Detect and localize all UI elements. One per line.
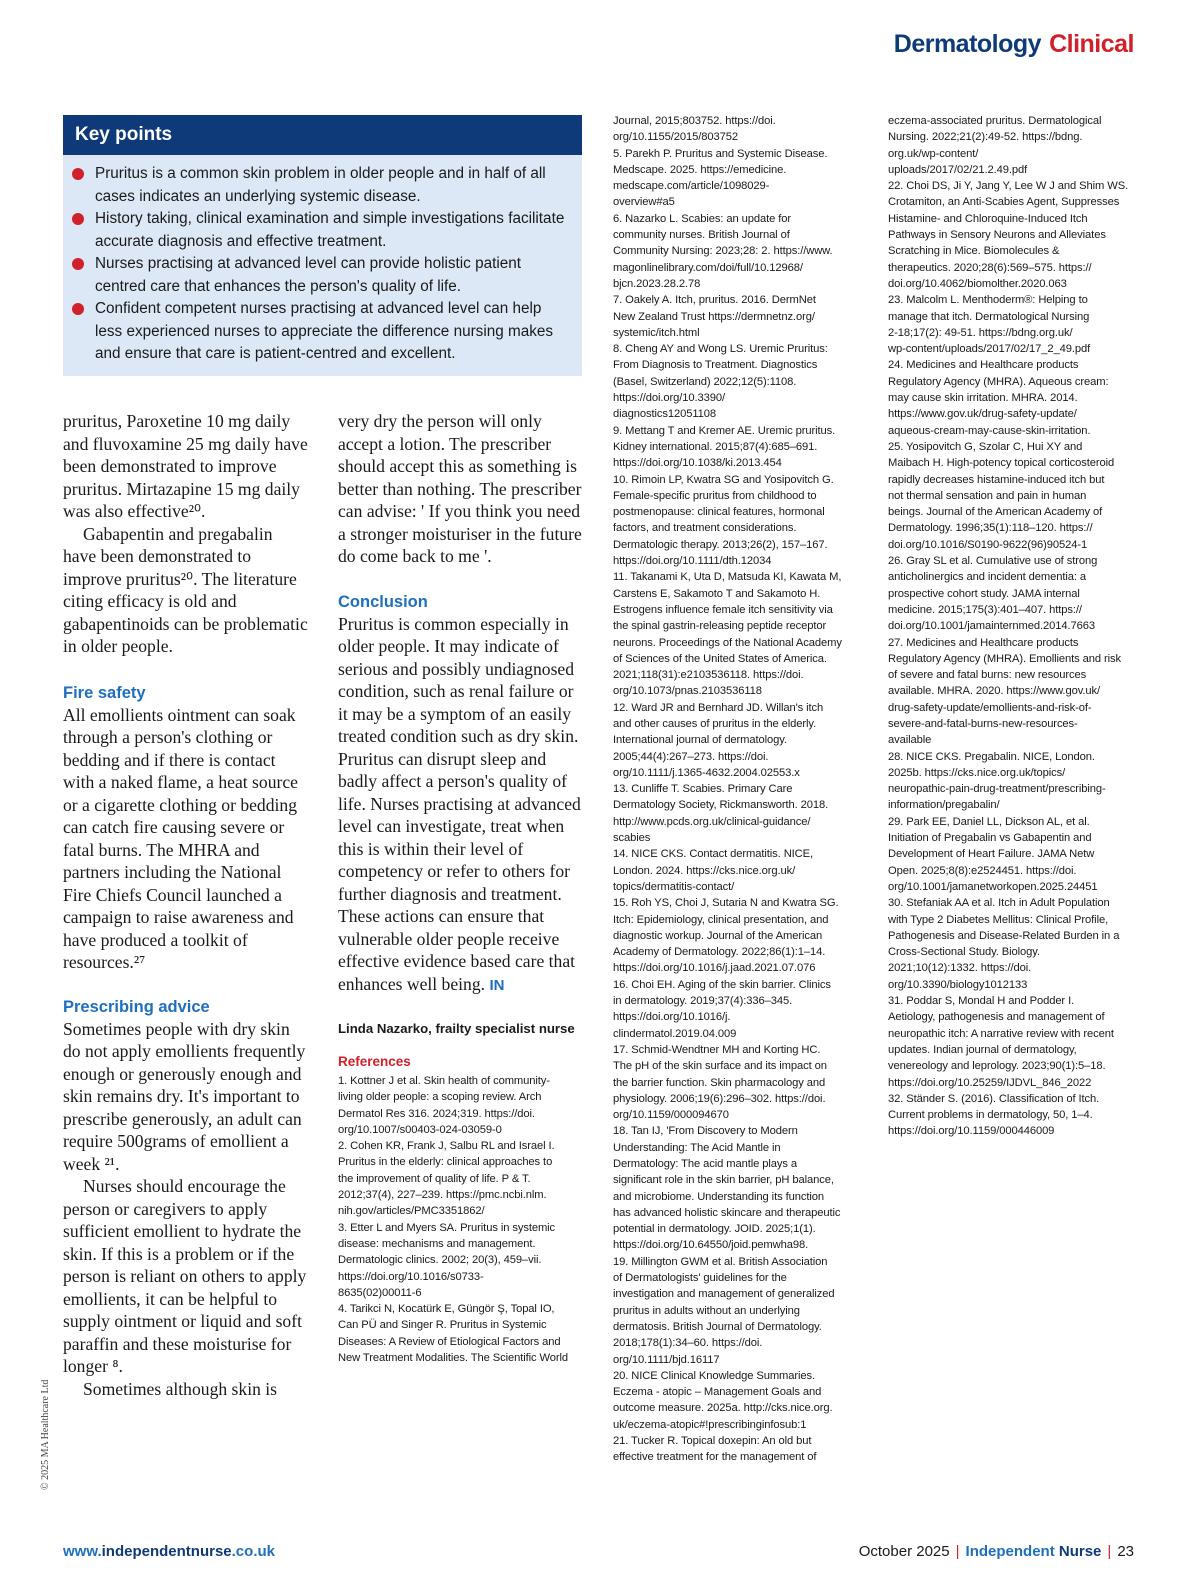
key-point-item: Nurses practising at advanced level can provide holistic patient centred care that enhances the person's quality of life. [95, 253, 572, 298]
paragraph: Sometimes although skin is [83, 1378, 278, 1399]
key-point-item: Pruritus is a common skin problem in older people and in half of all cases indicates an underlying systemic disease. [95, 163, 572, 208]
publication-name-2: Nurse [1058, 1543, 1102, 1560]
body-column-1 [63, 410, 309, 1400]
key-point-item: History taking, clinical examination and simple investigations facilitate accurate diagnosis and effective treatment. [95, 208, 572, 253]
key-points-list [63, 155, 582, 366]
key-point-item: Confident competent nurses practising at advanced level can help less experienced nurses to appreciate the difference nursing makes and ensure that care is patient-centred and excellent. [95, 298, 572, 366]
key-points-box [63, 115, 582, 376]
footer-website-link[interactable]: www.independentnurse.co.uk [63, 1543, 275, 1560]
bullet-icon [72, 303, 84, 315]
references-list-part-3 [888, 113, 1140, 1140]
paragraph: Nurses should encourage the person or caregivers to apply sufficient emollient to hydrate the skin. If this is a problem or if the person is reliant on others to apply emollients, it can be helpful to supply ointment or liquid and soft paraffin and these moisturise for longer ⁸. [63, 1176, 307, 1376]
paragraph: Pruritus is common especially in older people. It may indicate of serious and possibly undiagnosed condition, such as renal failure or it may be a symptom of an easily treated condition such as dry skin. Pruritus can disrupt sleep and badly affect a person's quality of life. Nurses practising at advanced level can investigate, treat when this is within their level of competency or refer to others for further diagnosis and treatment. These actions can ensure that vulnerable older people receive effective evidence based care that enhances well being. IN [338, 613, 581, 994]
issue-date: October 2025 [858, 1543, 950, 1560]
references-heading: References [338, 1054, 411, 1069]
footer-separator: | [1107, 1543, 1112, 1560]
body-column-2 [338, 410, 584, 1366]
page-number: 23 [1117, 1543, 1134, 1560]
reference-block: 1. Kottner J et al. Skin health of community- living older people: a scoping review. Arch Dermatol Res 316. 2024;319. https://doi. org/10.1007/s00403-024-03059-0 2. Cohen KR, Frank J, Salbu RL and Israel I. Pruritus in the elderly: clinical approaches to the improvement of quality of life. P & T. 2012;37(4), 227–239. https://pmc.ncbi.nlm. nih.gov/articles/PMC3351862/ 3. Etter L and Myers SA. Pruritus in systemic disease: mechanisms and management. Dermatologic clinics. 2002; 20(3), 459–vii. https://doi.org/10.1016/s0733- 8635(02)00011-6 4. Tarikci N, Kocatürk E, Güngör Ş, Topal IO, Can PÜ and Singer R. Pruritus in Systemic Diseases: A Review of Etiological Factors and New Treatment Modalities. The Scientific World [338, 1075, 569, 1365]
key-points-title: Key points [63, 115, 582, 155]
section-masthead [894, 30, 1134, 59]
paragraph: pruritus, Paroxetine 10 mg daily and fluvoxamine 25 mg daily have been demonstrated to improve pruritus. Mirtazapine 15 mg daily was also effective²⁰. [63, 411, 308, 521]
paragraph: Sometimes people with dry skin do not apply emollients frequently enough or generously enough and skin remains dry. It's important to prescribe generously, an adult can require 500grams of emollient a week ²¹. [63, 1018, 306, 1174]
paragraph: All emollients ointment can soak through a person's clothing or bedding and if there is contact with a naked flame, a heat source or a cigarette clothing or bedding can catch fire causing severe or fatal burns. The MHRA and partners including the National Fire Chiefs Council launched a campaign to raise awareness and have produced a toolkit of resources.²⁷ [63, 704, 298, 972]
copyright-notice: © 2025 MA Healthcare Ltd [40, 1379, 51, 1490]
reference-block: Journal, 2015;803752. https://doi. org/10.1155/2015/803752 5. Parekh P. Pruritus and Systemic Disease. Medscape. 2025. https://emedicine. medscape.com/article/1098029- overview#a5 6. Nazarko L. Scabies: an update for community nurses. British Journal of Community Nursing: 2023;28: 2. https://www. magonlinelibrary.com/doi/full/10.12968/ bjcn.2023.28.2.78 7. Oakely A. Itch, pruritus. 2016. DermNet New Zealand Trust https://dermnetnz.org/ systemic/itch.html 8. Cheng AY and Wong LS. Uremic Pruritus: From Diagnosis to Treatment. Diagnostics (Basel, Switzerland) 2022;12(5):1108. https://doi.org/10.3390/ diagnostics12051108 9. Mettang T and Kremer AE. Uremic pruritus. Kidney international. 2015;87(4):685–691. https://doi.org/10.1038/ki.2013.454 10. Rimoin LP, Kwatra SG and Yosipovitch G. Female-specific pruritus from childhood to postmenopause: clinical features, hormonal factors, and treatment considerations. Dermatologic therapy. 2013;26(2), 157–167. https://doi.org/10.1111/dth.12034 11. Takanami K, Uta D, Matsuda KI, Kawata M, Carstens E, Sakamoto T and Sakamoto H. Estrogens influence female itch sensitivity via the spinal gastrin-releasing peptide receptor neurons. Proceedings of the National Academy of Sciences of the United States of America. 2021;118(31):e2103536118. https://doi. org/10.1073/pnas.2103536118 12. Ward JR and Bernhard JD. Willan's itch and other causes of pruritus in the elderly. International journal of dermatology. 2005;44(4):267–273. https://doi. org/10.1111/j.1365-4632.2004.02553.x 13. Cunliffe T. Scabies. Primary Care Dermatology Society, Rickmansworth. 2018. http://www.pcds.org.uk/clinical-guidance/ scabies 14. NICE CKS. Contact dermatitis. NICE, London. 2024. https://cks.nice.org.uk/ topics/dermatitis-contact/ 15. Roh YS, Choi J, Sutaria N and Kwatra SG. Itch: Epidemiology, clinical presentation, and diagnostic workup. Journal of the American Academy of Dermatology. 2022;86(1):1–14. https://doi.org/10.1016/j.jaad.2021.07.076 16. Choi EH. Aging of the skin barrier. Clinics in dermatology. 2019;37(4):336–345. https://doi.org/10.1016/j. clindermatol.2019.04.009 17. Schmid-Wendtner MH and Korting HC. The pH of the skin surface and its impact on the barrier function. Skin pharmacology and physiology. 2006;19(6):296–302. https://doi. org/10.1159/000094670 18. Tan IJ, 'From Discovery to Modern Understanding: The Acid Mantle in Dermatology: The acid mantle plays a significant role in the skin barrier, pH balance, and microbiome. Understanding its function has advanced holistic skincare and therapeutic potential in dermatology. JOID. 2025;1(1). https://doi.org/10.64550/joid.pemwha98. 19. Millington GWM et al. British Association of Dermatologists' guidelines for the investigation and management of generalized pruritus in adults without an underlying dermatosis. British Journal of Dermatology. 2018;178(1):34–60. https://doi. org/10.1111/bjd.16117 20. NICE Clinical Knowledge Summaries. Eczema - atopic – Management Goals and outcome measure. 2025a. http://cks.nice.org. uk/eczema-atopic#!prescribinginfosub:1 21. Tucker R. Topical doxepin: An old but effective treatment for the management of [613, 115, 842, 1464]
publication-name: Independent [965, 1543, 1055, 1560]
heading-fire-safety: Fire safety [63, 683, 146, 702]
references-list-part-1 [338, 1073, 584, 1366]
heading-prescribing-advice: Prescribing advice [63, 997, 210, 1016]
reference-block: eczema-associated pruritus. Dermatological Nursing. 2022;21(2):49-52. https://bdng. org.uk/wp-content/ uploads/2017/02/21.2.49.pdf 22. Choi DS, Ji Y, Jang Y, Lee W J and Shim WS. Crotamiton, an Anti-Scabies Agent, Suppresses Histamine- and Chloroquine-Induced Itch Pathways in Sensory Neurons and Alleviates Scratching in Mice. Biomolecules & therapeutics. 2020;28(6):569–575. https:// doi.org/10.4062/biomolther.2020.063 23. Malcolm L. Menthoderm®: Helping to manage that itch. Dermatological Nursing 2-18;17(2): 49-51. https://bdng.org.uk/ wp-content/uploads/2017/02/17_2_49.pdf 24. Medicines and Healthcare products Regulatory Agency (MHRA). Aqueous cream: may cause skin irritation. MHRA. 2014. https://www.gov.uk/drug-safety-update/ aqueous-cream-may-cause-skin-irritation. 25. Yosipovitch G, Szolar C, Hui XY and Maibach H. High-potency topical corticosteroid rapidly decreases histamine-induced itch but not thermal sensation and pain in human beings. Journal of the American Academy of Dermatology. 1996;35(1):118–120. https:// doi.org/10.1016/S0190-9622(96)90524-1 26. Gray SL et al. Cumulative use of strong anticholinergics and incident dementia: a prospective cohort study. JAMA internal medicine. 2015;175(3):401–407. https:// doi.org/10.1001/jamainternmed.2014.7663 27. Medicines and Healthcare products Regulatory Agency (MHRA). Emollients and risk of severe and fatal burns: new resources available. MHRA. 2020. https://www.gov.uk/ drug-safety-update/emollients-and-risk-of- severe-and-fatal-burns-new-resources- available 28. NICE CKS. Pregabalin. NICE, London. 2025b. https://cks.nice.org.uk/topics/ neuropathic-pain-drug-treatment/prescribing- information/pregabalin/ 29. Park EE, Daniel LL, Dickson AL, et al. Initiation of Pregabalin vs Gabapentin and Development of Heart Failure. JAMA Netw Open. 2025;8(8):e2524451. https://doi. org/10.1001/jamanetworkopen.2025.24451 30. Stefaniak AA et al. Itch in Adult Population with Type 2 Diabetes Mellitus: Clinical Profile, Pathogenesis and Disease-Related Burden in a Cross-Sectional Study. Biology. 2021;10(12):1332. https://doi. org/10.3390/biology1012133 31. Poddar S, Mondal H and Podder I. Aetiology, pathogenesis and management of neuropathic itch: A narrative review with recent updates. Indian journal of dermatology, venereology and leprology. 2023;90(1):5–18. https://doi.org/10.25259/IJDVL_846_2022 32. Ständer S. (2016). Classification of Itch. Current problems in dermatology, 50, 1–4. https://doi.org/10.1159/000446009 [888, 115, 1129, 1138]
paragraph: very dry the person will only accept a lotion. The prescriber should accept this as something is better than nothing. The prescriber can advise: ' If you think you need a stronger moisturiser in the future do come back to me '. [338, 411, 582, 566]
paragraph: Gabapentin and pregabalin have been demonstrated to improve pruritus²⁰. The literature citing efficacy is old and gabapentinoids can be problematic in older people. [63, 523, 308, 656]
bullet-icon [72, 213, 84, 225]
footer-separator: | [955, 1543, 960, 1560]
author-byline: Linda Nazarko, frailty specialist nurse [338, 1021, 575, 1036]
references-list-part-2 [613, 113, 865, 1466]
bullet-icon [72, 258, 84, 270]
masthead-dermatology: Dermatology [893, 30, 1042, 58]
footer-issue-info [859, 1543, 1134, 1560]
bullet-icon [72, 168, 84, 180]
heading-conclusion: Conclusion [338, 592, 428, 611]
end-mark-icon: IN [489, 976, 505, 994]
masthead-clinical: Clinical [1049, 30, 1134, 58]
